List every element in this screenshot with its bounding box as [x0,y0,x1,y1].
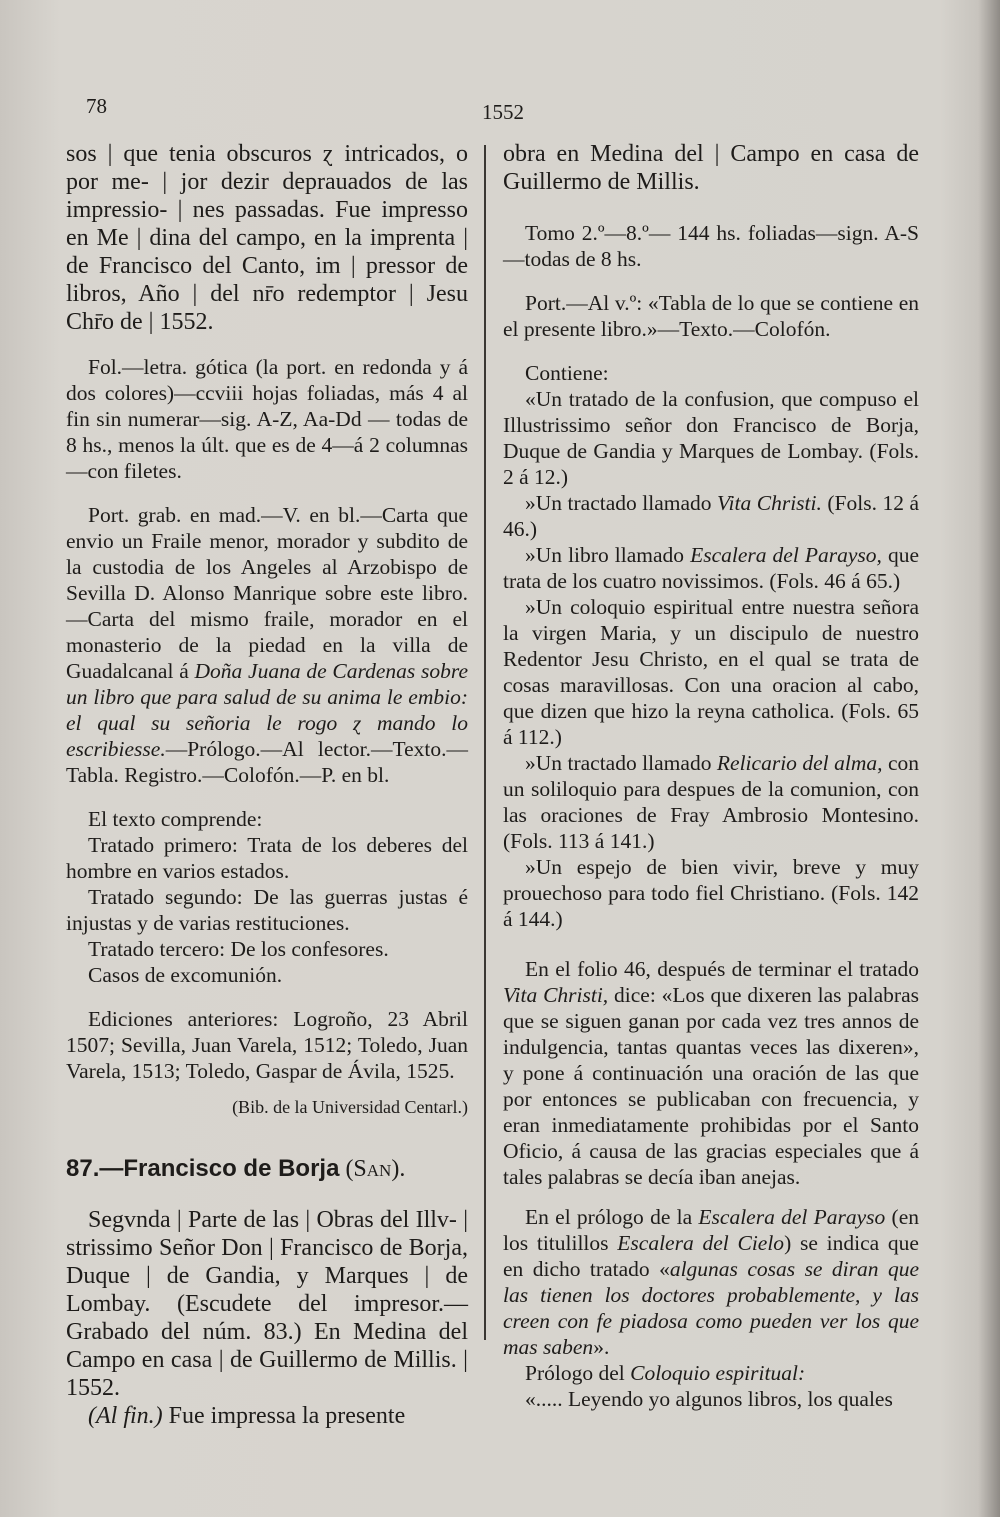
note-text: En el folio 46, después de terminar el tratado [525,957,919,981]
note-italic: Escalera del Parayso [698,1205,886,1229]
content-item: »Un espejo de bien vivir, breve y muy prouechoso para todo fiel Christiano. (Fols. 142 á 144.) [503,855,919,931]
content-item-title: Escalera del Parayso, [690,543,882,567]
note-prologue [503,1204,919,1360]
previous-editions: Ediciones anteriores: Logroño, 23 Abril 1507; Sevilla, Juan Varela, 1512; Toledo, Juan Varela, 1513; Toledo, Gaspar de Ávila, 1525. [66,1007,468,1083]
title-transcription: sos | que tenia obscuros ɀ intricados, o por me- | jor dezir deprauados de las impressio- | nes passadas. Fue impresso en Me | dina del campo, en la imprenta | de Francisco del Canto, im | pressor de libros, Año | del nr̄o redemptor | Jesu Chr̄o de | 1552. [66,141,468,335]
content-item [503,750,919,854]
column-rule [484,145,486,1340]
source-library: (Bib. de la Universidad Centarl.) [232,1097,468,1117]
port-description: Port.—Al v.º: «Tabla de lo que se contiene en el presente libro.»—Texto.—Colofón. [503,291,919,341]
colophon-start [66,1402,468,1430]
note-italic: Vita Christi, [503,983,609,1007]
colophon-italic: (Al fin.) [88,1403,163,1429]
contents-text-b: —Prólogo.—Al lector.—Texto.—Tabla. Registro.—Colofón.—P. en bl. [66,737,468,787]
note-text: (en los titulillos [503,1205,919,1255]
content-item-title: Vita Christi. [717,491,822,515]
prologo-heading [503,1360,919,1386]
note-italic: Escalera del Cielo [617,1231,785,1255]
content-item-text: (Fols. 12 á 46.) [503,491,919,541]
entry-number: 87.—Francisco de Borja [66,1155,340,1182]
page-edge-shadow [978,0,1000,1517]
treatise-item: Tratado tercero: De los confesores. [88,937,389,961]
content-item-text: »Un tractado llamado [525,491,718,515]
contents-text-a: Port. grab. en mad.—V. en bl.—Carta que envio un Fraile menor, morador y subdito de la custodia de los Angeles al Arzobispo de Sevilla D. Alonso Manrique sobre este libro. —Carta del mismo fraile, morador en el monasterio de la piedad en la villa de Guadalcanal á [66,503,468,683]
contents-description [66,502,468,788]
treatise-item: Tratado segundo: De las guerras justas é injustas y de varias restituciones. [66,885,468,935]
colophon-continuation: obra en Medina del | Campo en casa de Guillermo de Millis. [503,141,919,195]
physical-description: Fol.—letra. gótica (la port. en redonda y á dos colores)—ccviii hojas foliadas, más 4 al fin sin numerar—sig. A-Z, Aa-Dd — todas de 8 hs., menos la últ. que es de 4—á 2 columnas—con filetes. [66,355,468,483]
page-header [86,94,926,128]
colophon-text: Fue impressa la presente [162,1403,406,1429]
running-head-year: 1552 [482,100,524,124]
tomo-description: Tomo 2.º—8.º— 144 hs. foliadas—sign. A-S —todas de 8 hs. [503,221,919,271]
note-text: En el prólogo de la [525,1205,699,1229]
content-item: «Un tratado de la confusion, que compuso el Illustrissimo señor don Francisco de Borja, Duque de Gandia y Marques de Lombay. (Fols. 2 á 12.) [503,387,919,489]
note-text: dice: «Los que dixeren las palabras que se siguen ganan por cada vez tres annos de indulgencia, tantas quantas veces las dixeren», y pone á continuación una oración de las que por entonces se publicaban con frecuencia, y eran inmediatamente prohibidas por el Santo Oficio, á causa de las gracias especiales que á tales palabras se decía iban anejas. [503,983,919,1189]
content-item [503,490,919,542]
note-indulgence [503,956,919,1190]
content-item-title: Relicario del alma, [716,751,883,775]
treatise-item: Tratado primero: Trata de los deberes del hombre en varios estados. [66,833,468,883]
contiene-heading: Contiene: [525,361,609,385]
text-heading: El texto comprende: [88,807,263,831]
content-item-text: con un soliloquio para despues de la comunion, con las oraciones de Fray Ambrosio Montesino. (Fols. 113 á 141.) [503,751,919,853]
page-number: 78 [86,94,107,118]
contents-italic: Doña Juana de Cardenas sobre un libro que para salud de su anima le embio: el qual su señoria le rogo ɀ mando lo escribiesse. [66,659,468,761]
entry-heading [66,1156,468,1182]
entry-title: Segvnda | Parte de las | Obras del Illv- | strissimo Señor Don | Francisco de Borja, Duque | de Gandia, y Marques | de Lombay. (Escudete del impresor.—Grabado del núm. 83.) En Medina del Campo en casa | de Guillermo de Millis. | 1552. [66,1207,468,1401]
content-item-text: que trata de los cuatro novissimos. (Fols. 46 á 65.) [503,543,920,593]
content-item [503,542,919,594]
content-item-text: »Un tractado llamado [525,751,717,775]
note-text: ) se indica que en dicho tratado « [503,1231,919,1281]
quote-first-line: «..... Leyendo yo algunos libros, los quales [525,1387,893,1411]
prologo-italic: Coloquio espiritual: [630,1361,806,1385]
note-quote-italic: algunas cosas se diran que las tienen los doctores probablemente, y las creen con fe piadosa como pueden ver los que mas saben [503,1257,919,1359]
content-item: »Un coloquio espiritual entre nuestra señora la virgen Maria, y un discipulo de nuestro Redentor Jesu Christo, en el qual se trata de cosas maravillosas. Con una oracion al cabo, que dizen que hizo la reyna catholica. (Fols. 65 á 112.) [503,595,919,749]
prologo-text: Prólogo del [525,1361,631,1385]
content-item-text: »Un libro llamado [525,543,691,567]
left-column [66,140,468,1430]
entry-suffix: (San). [345,1156,406,1182]
treatise-item: Casos de excomunión. [88,963,283,987]
right-column [503,140,919,1412]
note-text: ». [593,1335,610,1359]
